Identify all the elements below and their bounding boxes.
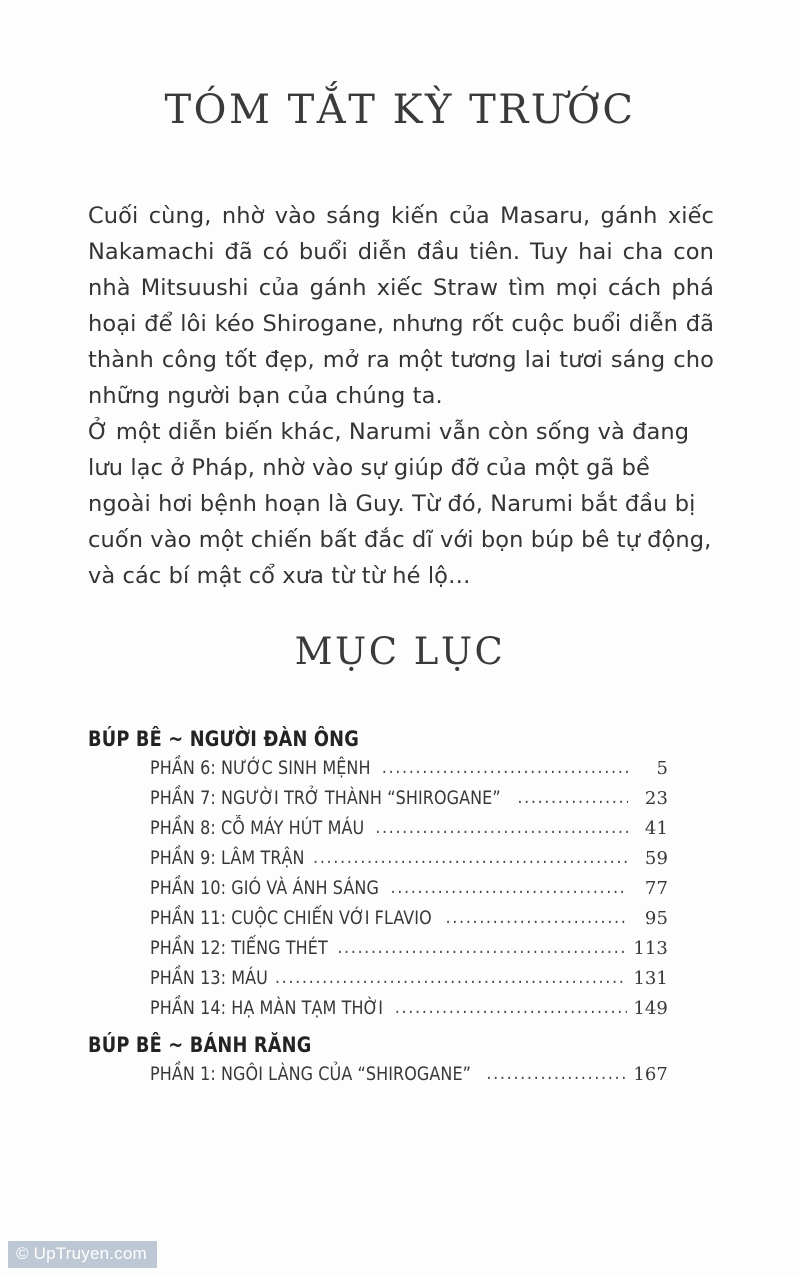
toc-dot-leader — [382, 760, 628, 779]
toc-entry[interactable] — [150, 784, 668, 814]
toc-entry-label: PHẦN 11: CUỘC CHIẾN VỚI FLAVIO — [150, 908, 432, 929]
toc-entry-page: 131 — [633, 968, 668, 989]
summary-heading: TÓM TẮT KỲ TRƯỚC — [164, 87, 636, 133]
toc-entry-page: 149 — [633, 998, 668, 1019]
table-of-contents-heading: MỤC LỤC — [294, 630, 506, 673]
toc-entry-page: 5 — [656, 758, 668, 779]
summary-body — [88, 198, 714, 594]
toc-entry[interactable] — [150, 934, 668, 964]
toc-entry-page: 41 — [644, 818, 668, 839]
toc-entry-label: PHẦN 13: MÁU — [150, 968, 268, 989]
toc-entry[interactable] — [150, 904, 668, 934]
toc-dot-leader — [337, 940, 627, 959]
table-of-contents — [88, 724, 668, 1090]
toc-entry-list — [88, 754, 668, 1024]
toc-entry[interactable] — [150, 844, 668, 874]
toc-entry-label: PHẦN 14: HẠ MÀN TẠM THỜI — [150, 998, 384, 1019]
toc-dot-leader — [445, 910, 628, 929]
site-watermark: © UpTruyen.com — [8, 1241, 157, 1268]
toc-section-title: BÚP BÊ ~ NGƯỜI ĐÀN ÔNG — [88, 727, 359, 751]
toc-entry[interactable] — [150, 964, 668, 994]
toc-entry-label: PHẦN 1: NGÔI LÀNG CỦA “SHIROGANE” — [150, 1064, 472, 1085]
toc-entry-page: 23 — [644, 788, 668, 809]
toc-entry-page: 77 — [644, 878, 668, 899]
toc-entry-label: PHẦN 8: CỖ MÁY HÚT MÁU — [150, 818, 365, 839]
toc-entry[interactable] — [150, 754, 668, 784]
toc-section — [88, 724, 668, 1024]
toc-dot-leader — [313, 850, 628, 869]
toc-entry-page: 113 — [633, 938, 668, 959]
toc-entry-page: 167 — [633, 1064, 668, 1085]
toc-dot-leader — [390, 880, 628, 899]
summary-paragraph: Ở một diễn biến khác, Narumi vẫn còn sống và đang lưu lạc ở Pháp, nhờ vào sự giúp đỡ của một gã bề ngoài hơi bệnh hoạn là Guy. Từ đó, Narumi bắt đầu bị cuốn vào một chiến bất đắc dĩ với bọn búp bê tự động, và các bí mật cổ xưa từ từ hé lộ… — [88, 419, 712, 589]
toc-dot-leader — [375, 820, 628, 839]
toc-dot-leader — [517, 790, 628, 809]
toc-dot-leader — [275, 970, 627, 989]
toc-entry-page: 95 — [644, 908, 668, 929]
toc-dot-leader — [486, 1066, 627, 1085]
toc-dot-leader — [395, 1000, 628, 1019]
toc-entry-label: PHẦN 9: LÂM TRẬN — [150, 848, 305, 869]
toc-entry[interactable] — [150, 874, 668, 904]
toc-entry-label: PHẦN 7: NGƯỜI TRỞ THÀNH “SHIROGANE” — [150, 788, 501, 809]
toc-entry-label: PHẦN 10: GIÓ VÀ ÁNH SÁNG — [150, 878, 379, 899]
toc-entry[interactable] — [150, 994, 668, 1024]
toc-section — [88, 1030, 668, 1090]
toc-entry-page: 59 — [644, 848, 668, 869]
toc-entry[interactable] — [150, 1060, 668, 1090]
toc-section-title: BÚP BÊ ~ BÁNH RĂNG — [88, 1033, 312, 1057]
summary-paragraph: Cuối cùng, nhờ vào sáng kiến của Masaru, gánh xiếc Nakamachi đã có buổi diễn đầu tiên. Tuy hai cha con nhà Mitsuushi của gánh xiếc Straw tìm mọi cách phá hoại để lôi kéo Shirogane, nhưng rốt cuộc buổi diễn đã thành công tốt đẹp, mở ra một tương lai tươi sáng cho những người bạn của chúng ta. — [88, 203, 714, 409]
toc-entry[interactable] — [150, 814, 668, 844]
toc-entry-label: PHẦN 6: NƯỚC SINH MỆNH — [150, 758, 371, 779]
toc-entry-label: PHẦN 12: TIẾNG THÉT — [150, 938, 328, 959]
toc-entry-list — [88, 1060, 668, 1090]
